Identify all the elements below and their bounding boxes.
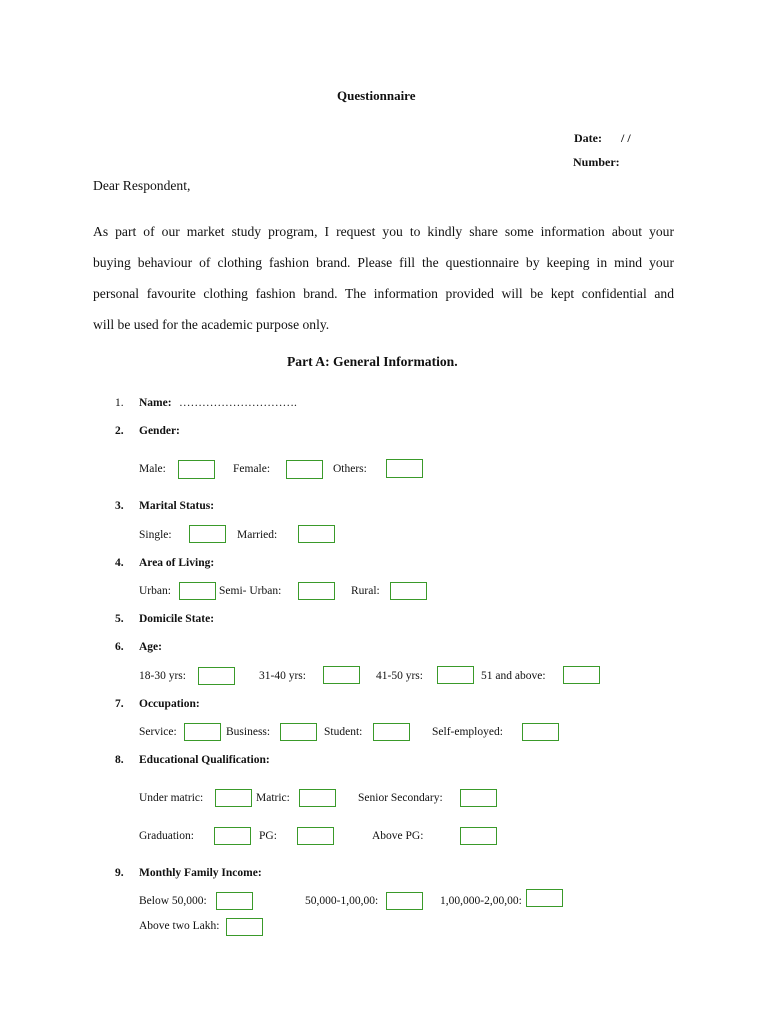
q1-label: Name: bbox=[139, 397, 172, 409]
area-urban-checkbox[interactable] bbox=[179, 582, 216, 600]
option-label: Service: bbox=[139, 726, 177, 738]
occupation-service-checkbox[interactable] bbox=[184, 723, 221, 741]
age-18-30-checkbox[interactable] bbox=[198, 667, 235, 685]
marital-single-checkbox[interactable] bbox=[189, 525, 226, 543]
income-100000-200000-checkbox[interactable] bbox=[526, 889, 563, 907]
intro-line: buying behaviour of clothing fashion brand. Please fill the questionnaire by keeping in mind your bbox=[93, 255, 674, 270]
occupation-self-employed-checkbox[interactable] bbox=[522, 723, 559, 741]
option-label: 41-50 yrs: bbox=[376, 670, 423, 682]
occupation-business-checkbox[interactable] bbox=[280, 723, 317, 741]
edu-above-pg-checkbox[interactable] bbox=[460, 827, 497, 845]
intro-line: will be used for the academic purpose only. bbox=[93, 317, 330, 332]
option-label: Single: bbox=[139, 529, 172, 541]
option-label: PG: bbox=[259, 830, 277, 842]
gender-male-checkbox[interactable] bbox=[178, 460, 215, 479]
q7-label: Occupation: bbox=[139, 698, 200, 710]
option-label: Student: bbox=[324, 726, 363, 738]
option-label: Others: bbox=[333, 463, 367, 475]
option-label: Matric: bbox=[256, 792, 290, 804]
q9-number: 9. bbox=[115, 867, 124, 879]
option-label: Male: bbox=[139, 463, 166, 475]
income-above-two-lakh-checkbox[interactable] bbox=[226, 918, 263, 936]
greeting: Dear Respondent, bbox=[93, 178, 191, 193]
edu-matric-checkbox[interactable] bbox=[299, 789, 336, 807]
option-label: Graduation: bbox=[139, 830, 194, 842]
option-label: Senior Secondary: bbox=[358, 792, 443, 804]
q1-number: 1. bbox=[115, 397, 124, 409]
gender-others-checkbox[interactable] bbox=[386, 459, 423, 478]
option-label: 18-30 yrs: bbox=[139, 670, 186, 682]
q5-number: 5. bbox=[115, 613, 124, 625]
q1-name-dots: …………………………. bbox=[179, 397, 297, 409]
option-label: Above PG: bbox=[372, 830, 424, 842]
q6-label: Age: bbox=[139, 641, 162, 653]
q8-number: 8. bbox=[115, 754, 124, 766]
area-rural-checkbox[interactable] bbox=[390, 582, 427, 600]
income-50000-100000-checkbox[interactable] bbox=[386, 892, 423, 910]
q4-label: Area of Living: bbox=[139, 557, 215, 569]
age-51-above-checkbox[interactable] bbox=[563, 666, 600, 684]
area-semi-urban-checkbox[interactable] bbox=[298, 582, 335, 600]
intro-line: As part of our market study program, I request you to kindly share some information about your bbox=[93, 224, 674, 239]
option-label: Semi- Urban: bbox=[219, 585, 282, 597]
option-label: Female: bbox=[233, 463, 271, 475]
option-label: Below 50,000: bbox=[139, 895, 207, 907]
option-label: Urban: bbox=[139, 585, 171, 597]
option-label: Above two Lakh: bbox=[139, 920, 220, 932]
section-title: Part A: General Information. bbox=[287, 354, 458, 369]
date-label: Date: bbox=[574, 131, 602, 145]
date-value: / / bbox=[621, 131, 631, 145]
option-label: Under matric: bbox=[139, 792, 204, 804]
q9-label: Monthly Family Income: bbox=[139, 867, 262, 879]
option-label: Self-employed: bbox=[432, 726, 503, 738]
income-below-50000-checkbox[interactable] bbox=[216, 892, 253, 910]
option-label: 1,00,000-2,00,00: bbox=[440, 895, 522, 907]
edu-pg-checkbox[interactable] bbox=[297, 827, 334, 845]
edu-graduation-checkbox[interactable] bbox=[214, 827, 251, 845]
q5-label: Domicile State: bbox=[139, 613, 215, 625]
option-label: 51 and above: bbox=[481, 670, 546, 682]
intro-paragraph bbox=[93, 216, 674, 340]
q3-number: 3. bbox=[115, 500, 124, 512]
q7-number: 7. bbox=[115, 698, 124, 710]
q8-label: Educational Qualification: bbox=[139, 754, 270, 766]
option-label: Rural: bbox=[351, 585, 380, 597]
page-title: Questionnaire bbox=[337, 88, 416, 103]
age-31-40-checkbox[interactable] bbox=[323, 666, 360, 684]
gender-female-checkbox[interactable] bbox=[286, 460, 323, 479]
option-label: Married: bbox=[237, 529, 278, 541]
option-label: 31-40 yrs: bbox=[259, 670, 306, 682]
intro-line: personal favourite clothing fashion brand. The information provided will be kept confidential and bbox=[93, 286, 674, 301]
marital-married-checkbox[interactable] bbox=[298, 525, 335, 543]
q6-number: 6. bbox=[115, 641, 124, 653]
q2-number: 2. bbox=[115, 425, 124, 437]
option-label: Business: bbox=[226, 726, 271, 738]
edu-under-matric-checkbox[interactable] bbox=[215, 789, 252, 807]
q2-label: Gender: bbox=[139, 425, 180, 437]
edu-senior-secondary-checkbox[interactable] bbox=[460, 789, 497, 807]
occupation-student-checkbox[interactable] bbox=[373, 723, 410, 741]
age-41-50-checkbox[interactable] bbox=[437, 666, 474, 684]
option-label: 50,000-1,00,00: bbox=[305, 895, 379, 907]
q3-label: Marital Status: bbox=[139, 500, 215, 512]
number-label: Number: bbox=[573, 155, 620, 169]
q4-number: 4. bbox=[115, 557, 124, 569]
